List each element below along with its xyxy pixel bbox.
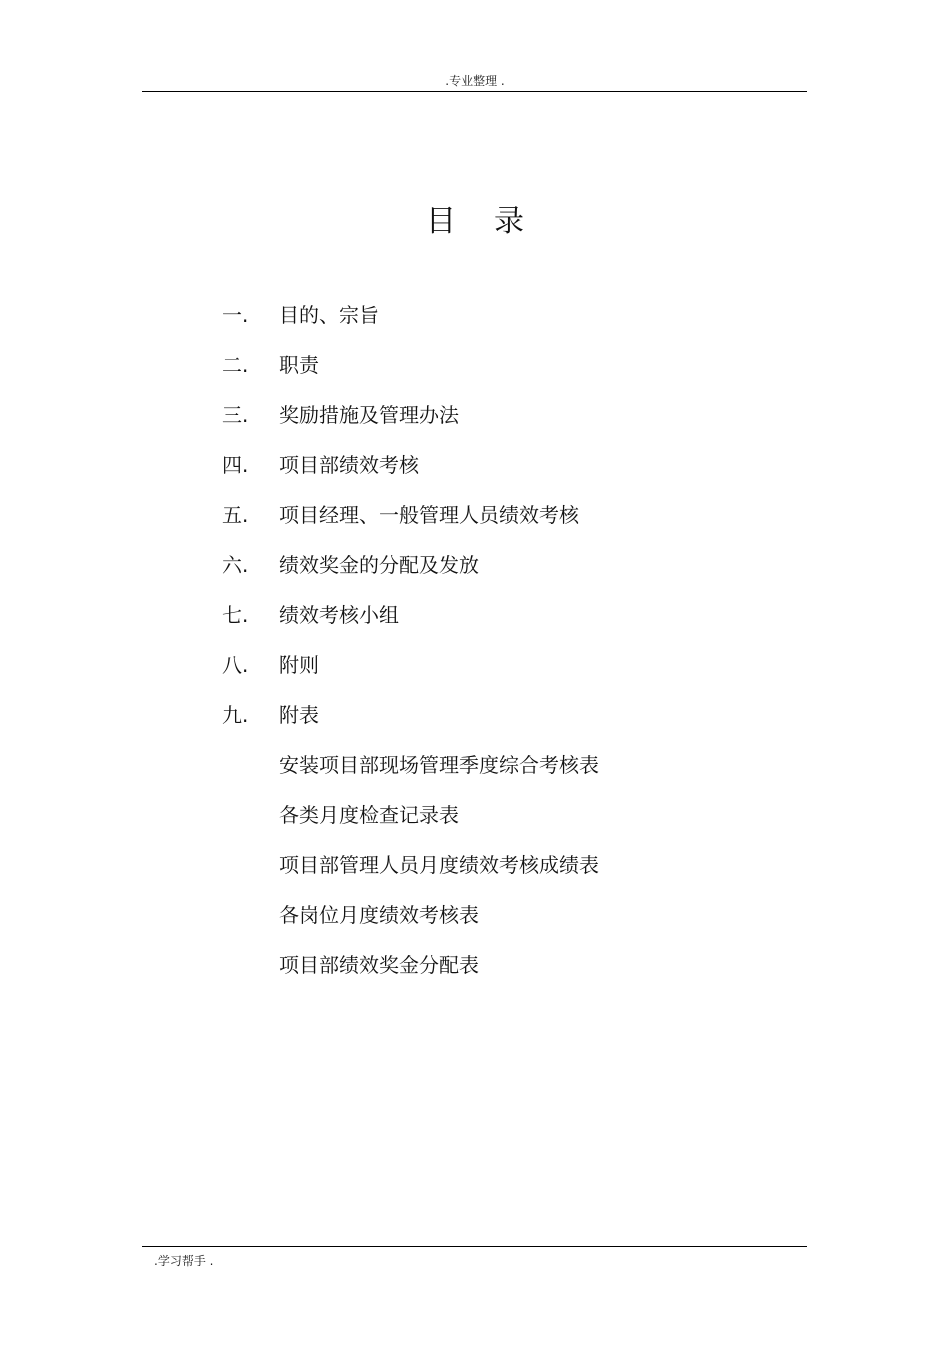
toc-number: 六. [222,553,249,577]
page-footer: .学习帮手 . [154,1254,214,1268]
toc-number: 二. [222,353,249,377]
toc-label: 项目经理、一般管理人员绩效考核 [279,503,579,527]
toc-label: 奖励措施及管理办法 [279,403,459,427]
toc-entry [222,550,782,600]
toc-label: 项目部绩效奖金分配表 [279,953,479,977]
toc-label: 各类月度检查记录表 [279,803,459,827]
toc-label: 目的、宗旨 [279,303,379,327]
toc-label: 项目部管理人员月度绩效考核成绩表 [279,853,599,877]
toc-entry [222,350,782,400]
toc-label: 附表 [279,703,319,727]
toc-number: 七. [222,603,249,627]
page-header: .专业整理 . [445,74,505,88]
toc-entry [222,300,782,350]
toc-number: 五. [222,503,249,527]
toc-label: 绩效考核小组 [279,603,399,627]
toc-entry [222,700,782,750]
toc-sub-entry [222,900,782,950]
document-title: 目录 [426,204,562,239]
toc-label: 绩效奖金的分配及发放 [279,553,479,577]
toc-label: 项目部绩效考核 [279,453,419,477]
footer-divider [142,1246,807,1247]
toc-number: 一. [222,303,249,327]
toc-label: 附则 [279,653,319,677]
toc-entry [222,450,782,500]
toc-sub-entry [222,800,782,850]
toc-number: 九. [222,703,249,727]
toc-entry [222,400,782,450]
toc-sub-entry [222,750,782,800]
header-divider [142,91,807,92]
toc-label: 安装项目部现场管理季度综合考核表 [279,753,599,777]
toc-entry [222,500,782,550]
toc-number: 八. [222,653,249,677]
toc-number: 三. [222,403,249,427]
table-of-contents [222,300,782,1000]
toc-label: 职责 [279,353,319,377]
toc-entry [222,600,782,650]
toc-sub-entry [222,950,782,1000]
toc-number: 四. [222,453,249,477]
toc-sub-entry [222,850,782,900]
toc-entry [222,650,782,700]
toc-label: 各岗位月度绩效考核表 [279,903,479,927]
